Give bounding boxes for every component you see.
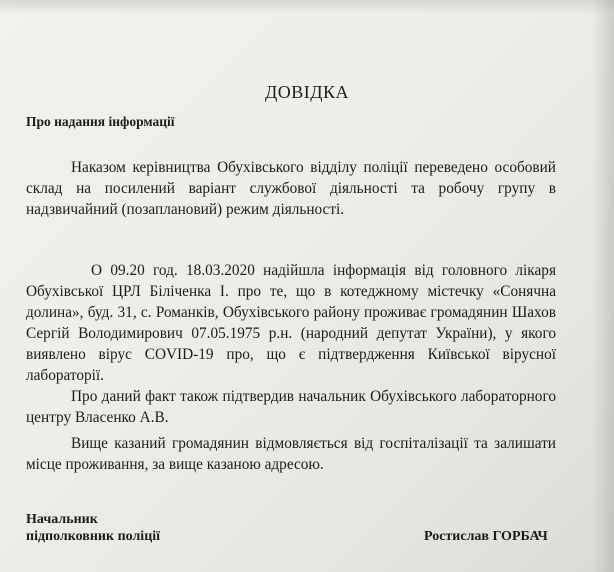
paragraph-2: О 09.20 год. 18.03.2020 надійшла інформація від головного лікаря Обухівської ЦРЛ Біліченка І. про те, що в котеджному містечку «Сонячна долина», буд. 31, с. Романків, Обухівського району проживає громадянин Шахов Сергій Володимирович 07.05.1975 р.н. (народний депутат України), у якого виявлено вірус COVID-19 про, що є підтвердження Київської вірусної лабораторії. [26,262,556,384]
paragraph-4: Вище казаний громадянин відмовляється від госпіталізації та залишати місце проживання, за вище казаною адресою. [26,435,556,473]
document-subject: Про надання інформації [26,114,175,129]
signature-name: Ростислав ГОРБАЧ [424,529,548,544]
paragraph-1: Наказом керівництва Обухівського відділу поліції переведено особовий склад на посилений варіант службової діяльності та робочу групу в надзвичайний (позаплановий) режим діяльності. [26,159,556,218]
signature-role: Начальник [26,512,98,527]
paragraph-3: Про даний факт також підтвердив начальник Обухівського лабораторного центру Власенко А.В. [26,388,556,426]
document-title: ДОВІДКА [264,82,350,102]
page-shadow-top [0,0,614,14]
signature-rank: підполковник поліції [26,529,161,544]
